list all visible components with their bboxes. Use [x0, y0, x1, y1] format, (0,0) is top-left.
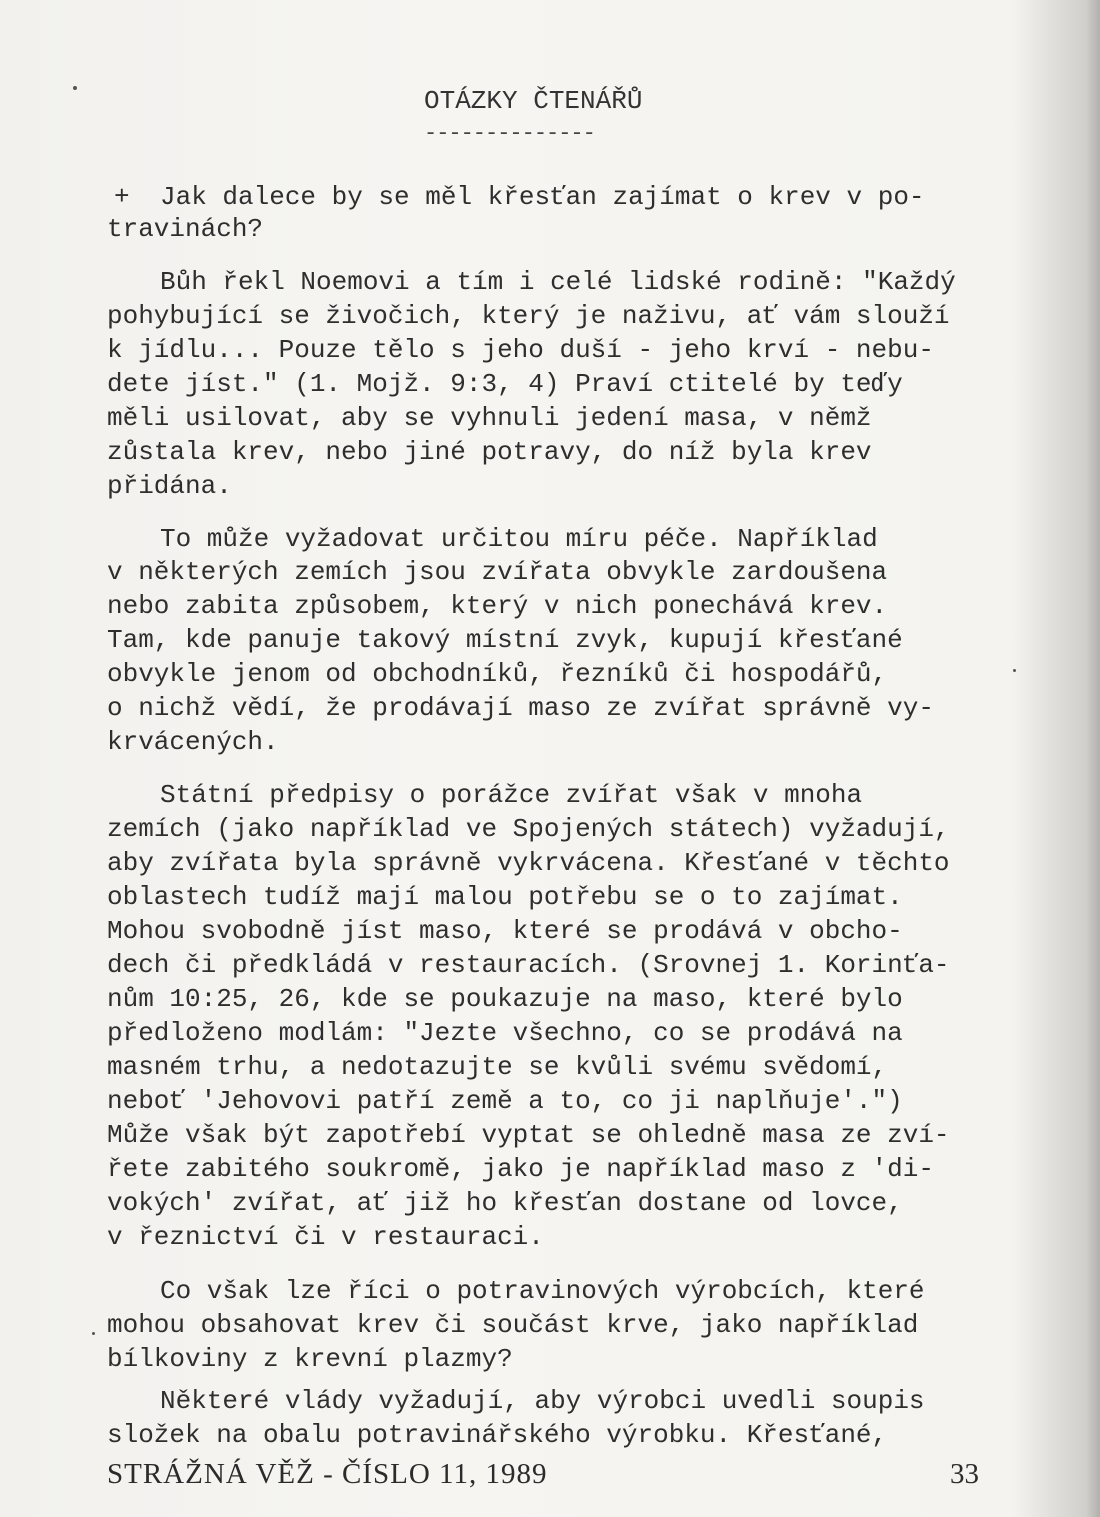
text-line: masném trhu, a nedotazujte se kvůli svému svědomí, [107, 1052, 888, 1082]
text-line: oblastech tudíž mají malou potřebu se o to zajímat. [107, 882, 903, 912]
text-line: dete jíst." (1. Mojž. 9:3, 4) Praví ctitelé by teďy [107, 369, 903, 399]
text-line: o nichž vědí, že prodávají maso ze zvířat správně vy- [107, 693, 934, 723]
question-marker: + [114, 182, 130, 212]
text-line: neboť 'Jehovovi patří země a to, co ji naplňuje'.") [107, 1086, 903, 1116]
heading-underline: -------------- [424, 121, 595, 146]
text-line: Mohou svobodně jíst maso, které se prodává v obcho- [107, 916, 903, 946]
text-line: v řeznictví či v restauraci. [107, 1222, 544, 1252]
page-edge-shadow [1086, 0, 1100, 1517]
text-line: Bůh řekl Noemovi a tím i celé lidské rodině: "Každý [160, 267, 956, 297]
text-line: travinách? [107, 214, 264, 244]
text-line: Může však být zapotřebí vyptat se ohledně masa ze zví- [107, 1120, 950, 1150]
text-line: Některé vlády vyžadují, aby výrobci uvedli soupis [160, 1386, 925, 1416]
text-line: obvykle jenom od obchodníků, řezníků či hospodářů, [107, 659, 888, 689]
text-line: k jídlu... Pouze tělo s jeho duší - jeho krví - nebu- [107, 335, 934, 365]
text-line: předloženo modlám: "Jezte všechno, co se prodává na [107, 1018, 903, 1048]
footer-page-number: 33 [950, 1458, 979, 1490]
text-line: zemích (jako například ve Spojených státech) vyžadují, [107, 814, 950, 844]
text-line: vokých' zvířat, ať již ho křesťan dostane od lovce, [107, 1188, 903, 1218]
text-line: řete zabitého soukromě, jako je například maso z 'di- [107, 1154, 934, 1184]
text-line: bílkoviny z krevní plazmy? [107, 1344, 513, 1374]
text-line: zůstala krev, nebo jiné potravy, do níž byla krev [107, 437, 872, 467]
text-line: Státní předpisy o porážce zvířat však v mnoha [160, 780, 863, 810]
text-line: krvácených. [107, 727, 279, 757]
text-line: složek na obalu potravinářského výrobku. Křesťané, [107, 1420, 888, 1450]
scan-speck [92, 1332, 95, 1335]
text-line: To může vyžadovat určitou míru péče. Například [160, 524, 878, 554]
text-line: pohybující se živočich, který je naživu, ať vám slouží [107, 301, 950, 331]
text-line: mohou obsahovat krev či součást krve, jako například [107, 1310, 919, 1340]
text-line: nebo zabita způsobem, který v nich ponechává krev. [107, 591, 888, 621]
text-line: dech či předkládá v restauracích. (Srovnej 1. Korinťa- [107, 950, 950, 980]
text-line: Co však lze říci o potravinových výrobcích, které [160, 1276, 925, 1306]
scan-speck [1013, 669, 1016, 672]
text-line: Jak dalece by se měl křesťan zajímat o krev v po- [160, 182, 925, 212]
scan-speck [73, 86, 77, 90]
text-line: měli usilovat, aby se vyhnuli jedení masa, v němž [107, 403, 872, 433]
footer-publication: STRÁŽNÁ VĚŽ - ČÍSLO 11, 1989 [107, 1458, 548, 1490]
text-line: aby zvířata byla správně vykrvácena. Křesťané v těchto [107, 848, 950, 878]
text-line: v některých zemích jsou zvířata obvykle zardoušena [107, 557, 888, 587]
text-line: nům 10:25, 26, kde se poukazuje na maso, které bylo [107, 984, 903, 1014]
page-heading: OTÁZKY ČTENÁŘŮ [424, 86, 643, 116]
text-line: Tam, kde panuje takový místní zvyk, kupují křesťané [107, 625, 903, 655]
text-line: přidána. [107, 471, 232, 501]
